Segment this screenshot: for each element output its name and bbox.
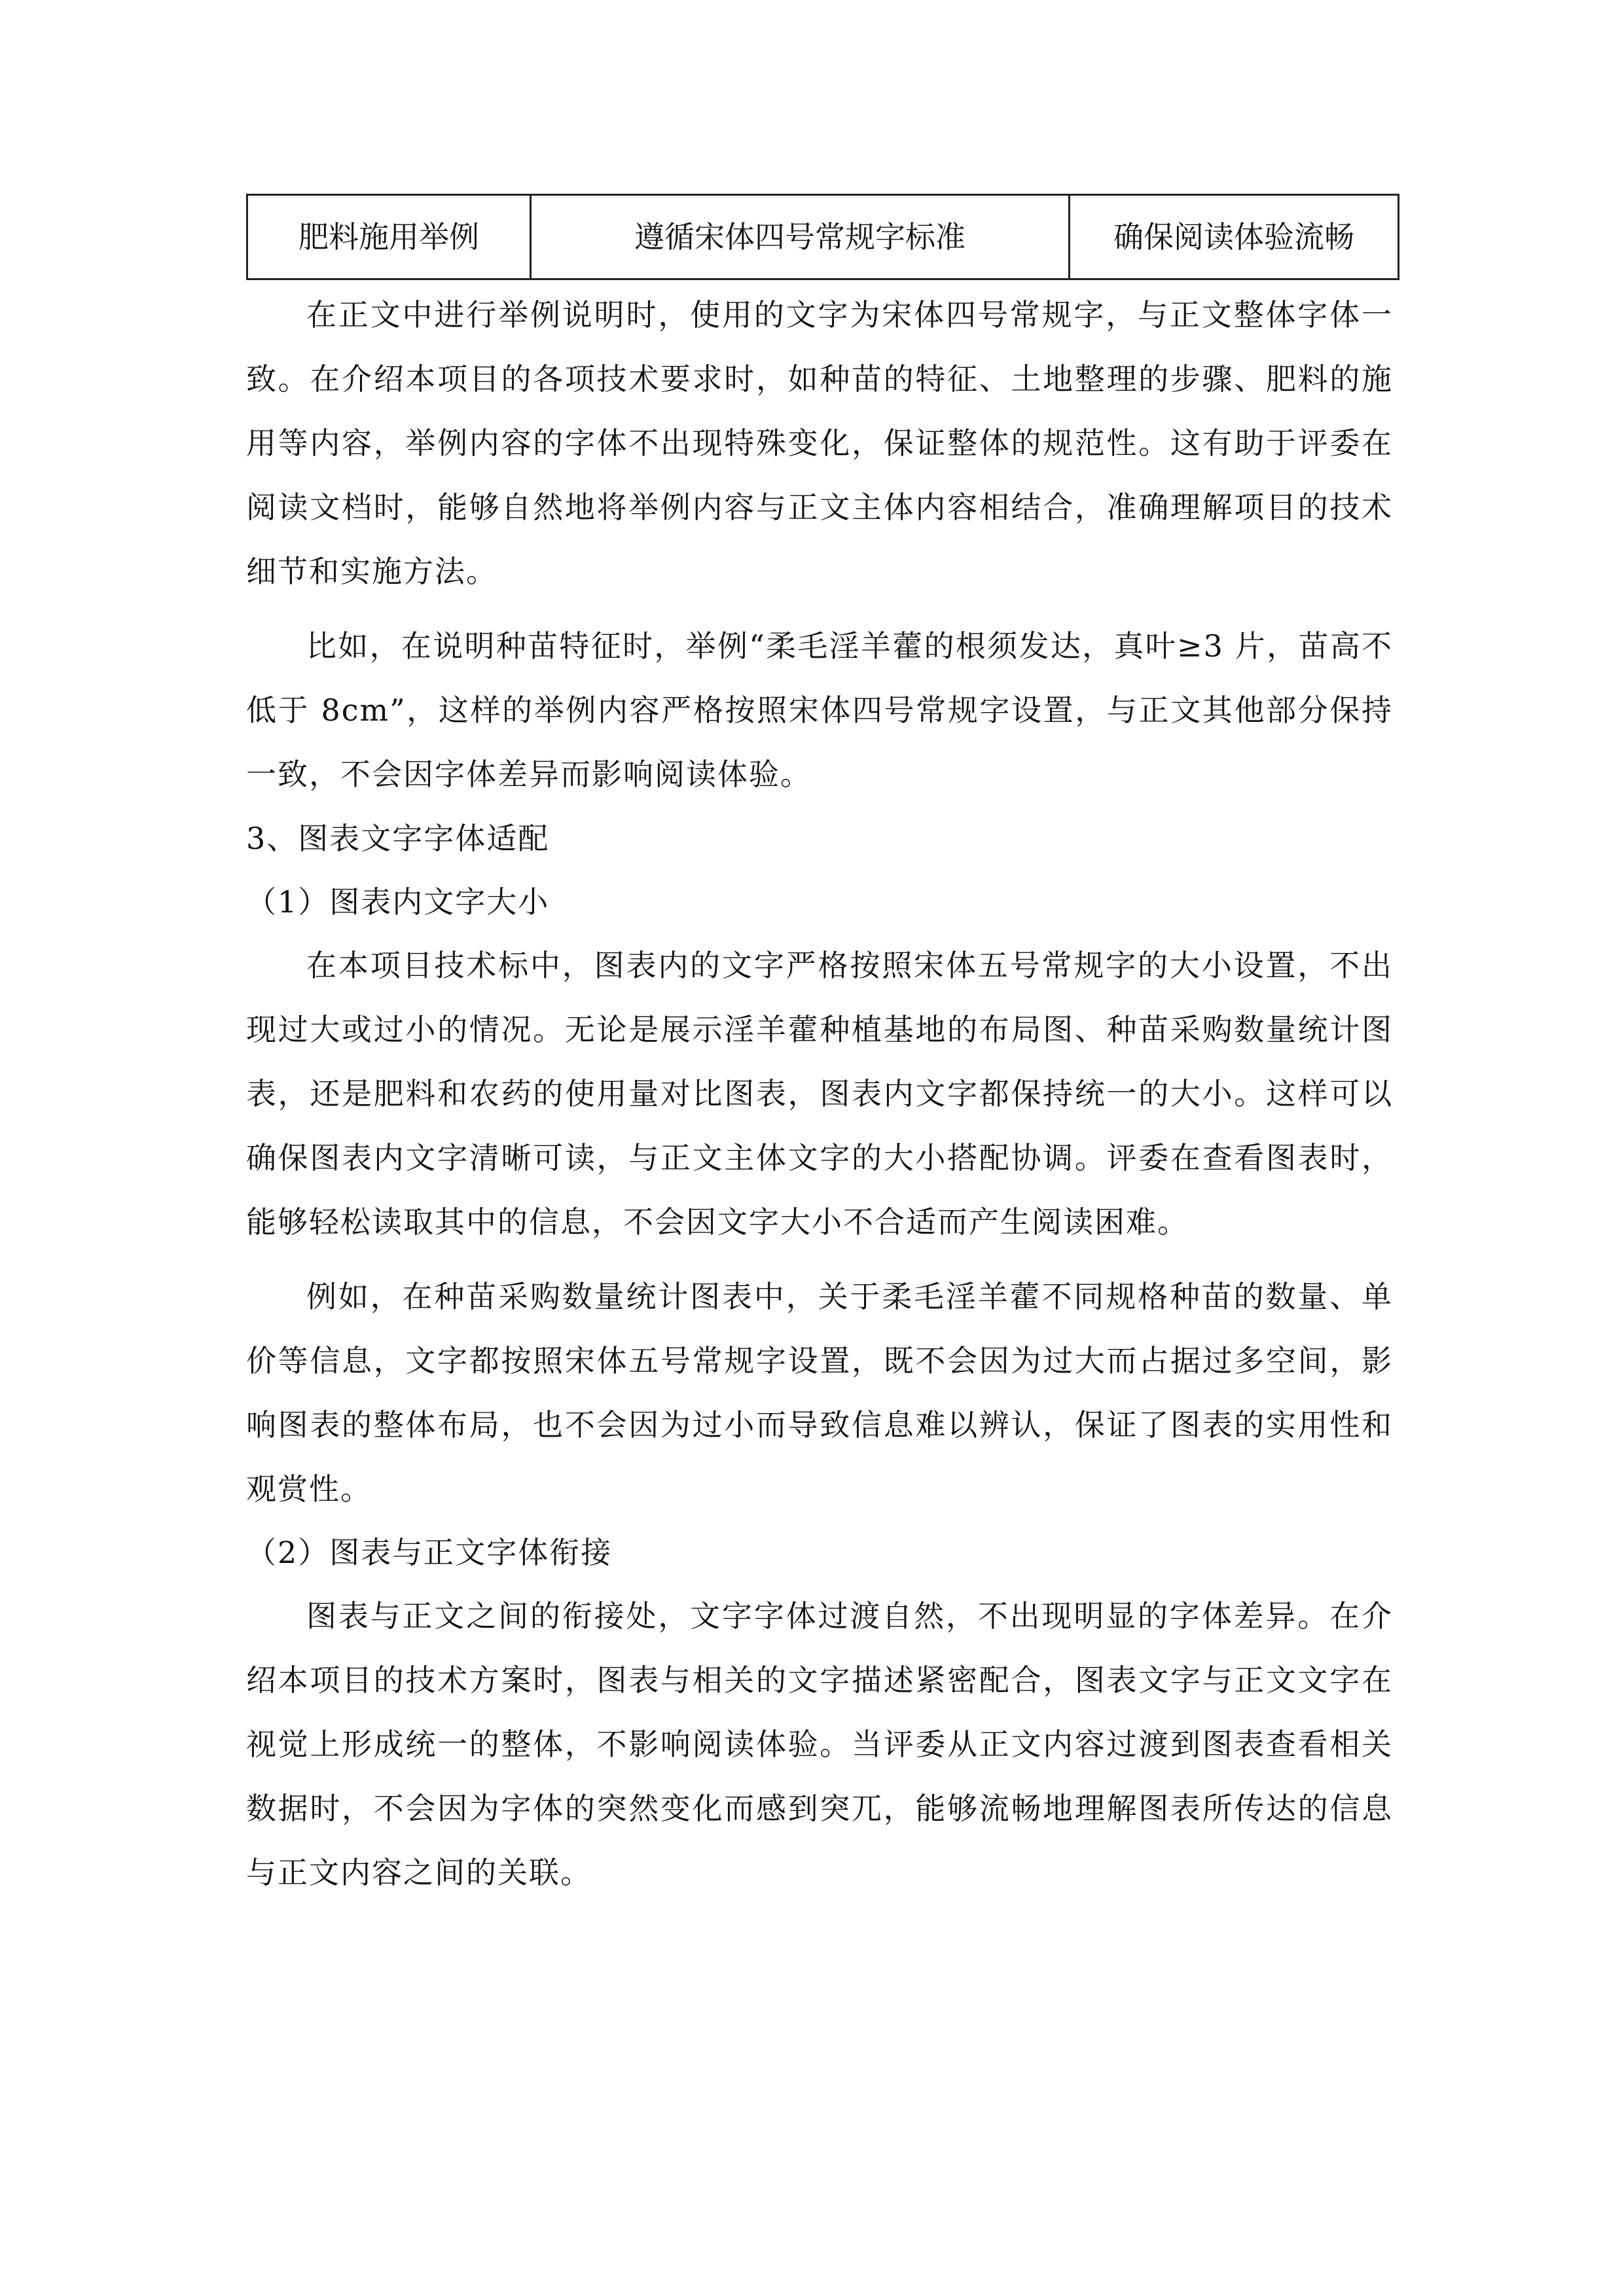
table-cell-standard: 遵循宋体四号常规字标准 [531,195,1070,279]
subheading-chart-font-transition: （2）图表与正文字体衔接 [246,1535,613,1570]
paragraph-chart-example: 例如，在种苗采购数量统计图表中，关于柔毛淫羊藿不同规格种苗的数量、单价等信息，文字都按照宋体五号常规字设置，既不会因为过大而占据过多空间，影响图表的整体布局，也不会因为过小而导致信息难以辨认，保证了图表的实用性和观赏性。 [246,1279,1393,1507]
paragraph-example-font: 在正文中进行举例说明时，使用的文字为宋体四号常规字，与正文整体字体一致。在介绍本项目的各项技术要求时，如种苗的特征、土地整理的步骤、肥料的施用等内容，举例内容的字体不出现特殊变化，保证整体的规范性。这有助于评委在阅读文档时，能够自然地将举例内容与正文主体内容相结合，准确理解项目的技术细节和实施方法。 [246,297,1393,589]
paragraph-chart-text-size: 在本项目技术标中，图表内的文字严格按照宋体五号常规字的大小设置，不出现过大或过小的情况。无论是展示淫羊藿种植基地的布局图、种苗采购数量统计图表，还是肥料和农药的使用量对比图表，图表内文字都保持统一的大小。这样可以确保图表内文字清晰可读，与正文主体文字的大小搭配协调。评委在查看图表时，能够轻松读取其中的信息，不会因文字大小不合适而产生阅读困难。 [246,948,1393,1240]
paragraph-chart-font-transition: 图表与正文之间的衔接处，文字字体过渡自然，不出现明显的字体差异。在介绍本项目的技术方案时，图表与相关的文字描述紧密配合，图表文字与正文文字在视觉上形成统一的整体，不影响阅读体验。当评委从正文内容过渡到图表查看相关数据时，不会因为字体的突然变化而感到突兀，能够流畅地理解图表所传达的信息与正文内容之间的关联。 [246,1598,1393,1890]
table-row [247,195,1399,279]
example-table [246,194,1399,280]
subheading-chart-text-size: （1）图表内文字大小 [246,884,550,920]
body-content [246,283,1393,1905]
table-cell-purpose: 确保阅读体验流畅 [1070,195,1399,279]
section-heading-chart-font: 3、图表文字字体适配 [246,821,550,856]
table-cell-topic: 肥料施用举例 [247,195,531,279]
paragraph-seedling-example: 比如，在说明种苗特征时，举例“柔毛淫羊藿的根须发达，真叶≥3 片，苗高不低于 8cm”，这样的举例内容严格按照宋体四号常规字设置，与正文其他部分保持一致，不会因字体差异而影响阅读体验。 [246,628,1393,792]
